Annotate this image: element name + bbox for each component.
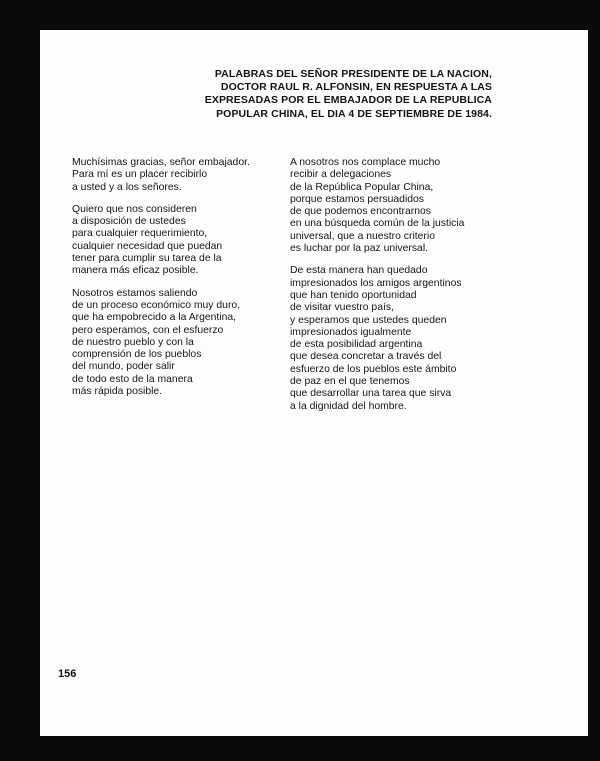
heading-line: EXPRESADAS POR EL EMBAJADOR DE LA REPUBLICA	[204, 94, 492, 107]
text-line: impresionados los amigos argentinos	[290, 277, 462, 289]
text-line: de la República Popular China,	[290, 181, 434, 193]
paragraph	[72, 157, 272, 194]
speech-heading	[200, 68, 492, 121]
scan-border-top	[0, 0, 600, 30]
text-line: comprensión de los pueblos	[72, 349, 202, 361]
text-line: tener para cumplir su tarea de la	[72, 253, 222, 265]
paragraph-gap	[72, 194, 272, 204]
paragraph	[290, 265, 500, 413]
text-line: de nuestro pueblo y con la	[72, 336, 194, 348]
paragraph	[290, 157, 500, 255]
text-line: esfuerzo de los pueblos este ámbito	[290, 363, 457, 375]
text-line: de un proceso económico muy duro,	[72, 299, 241, 311]
text-line: universal, que a nuestro criterio	[290, 230, 435, 242]
text-line: pero esperamos, con el esfuerzo	[72, 324, 224, 336]
text-line: que han tenido oportunidad	[290, 289, 417, 301]
text-line: de paz en el que tenemos	[290, 376, 410, 388]
text-line: Nosotros estamos saliendo	[72, 287, 198, 299]
paragraph-gap	[72, 278, 272, 288]
paragraph	[72, 288, 272, 399]
text-line: es luchar por la paz universal.	[290, 243, 429, 255]
text-line: porque estamos persuadidos	[290, 193, 425, 205]
text-line: Para mí es un placer recibirlo	[72, 169, 208, 181]
text-line: impresionados igualmente	[290, 326, 412, 338]
text-line: que desea concretar a través del	[290, 351, 442, 363]
text-line: de esta posibilidad argentina	[290, 339, 423, 351]
right-column	[290, 157, 500, 413]
page-number: 156	[58, 668, 77, 680]
text-line: A nosotros nos complace mucho	[290, 157, 441, 168]
text-line: más rápida posible.	[72, 386, 163, 398]
left-column	[72, 157, 272, 398]
text-line: a disposición de ustedes	[72, 216, 186, 228]
text-line: en una búsqueda común de la justicia	[290, 218, 465, 230]
paragraph-gap	[290, 255, 500, 265]
text-line: manera más eficaz posible.	[72, 265, 199, 277]
text-line: Muchísimas gracias, señor embajador.	[72, 157, 250, 168]
heading-line: PALABRAS DEL SEÑOR PRESIDENTE DE LA NACION,	[214, 68, 492, 80]
text-line: que ha empobrecido a la Argentina,	[72, 312, 237, 324]
paragraph	[72, 204, 272, 278]
text-line: a usted y a los señores.	[72, 181, 182, 193]
text-line: Quiero que nos consideren	[72, 203, 197, 215]
text-line: de visitar vuestro país,	[290, 302, 394, 314]
text-line: que desarrollar una tarea que sirva	[290, 388, 452, 400]
text-line: del mundo, poder salir	[72, 361, 175, 373]
scan-border-bottom	[0, 736, 600, 761]
text-line: de que podemos encontrarnos	[290, 206, 431, 218]
scan-border-left	[0, 0, 40, 761]
text-line: De esta manera han quedado	[290, 265, 428, 277]
text-line: de todo esto de la manera	[72, 373, 193, 385]
text-line: cualquier necesidad que puedan	[72, 240, 223, 252]
text-line: a la dignidad del hombre.	[290, 400, 407, 412]
heading-line: DOCTOR RAUL R. ALFONSIN, EN RESPUESTA A LAS	[220, 81, 492, 94]
text-line: para cualquier requerimiento,	[72, 228, 208, 240]
text-line: recibir a delegaciones	[290, 169, 392, 181]
scan-border-right	[588, 0, 600, 761]
heading-line: POPULAR CHINA, EL DIA 4 DE SEPTIEMBRE DE 1984.	[216, 107, 492, 120]
text-line: y esperamos que ustedes queden	[290, 314, 447, 326]
